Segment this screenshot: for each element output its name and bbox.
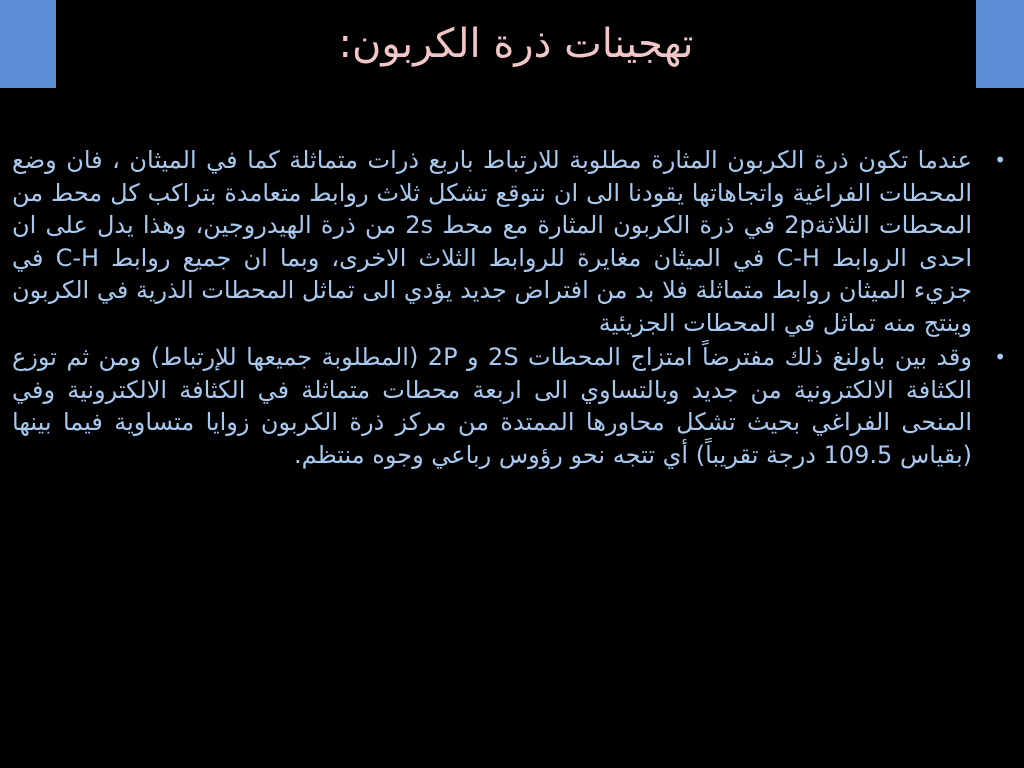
bullet-text: عندما تكون ذرة الكربون المثارة مطلوبة للارتباط باربع ذرات متماثلة كما في الميثان ، فان وضع المحطات الفراغية واتجاهاتها يقودنا الى ان نتوقع تشكل ثلاث روابط متعامدة بتراكب كل محط من المحطات الثلاثة2p في ذرة الكربون المثارة مع محط 2s من ذرة الهيدروجين، وهذا يدل على ان احدى الروابط C-H في الميثان مغايرة للروابط الثلاث الاخرى، وبما ان جميع روابط C-H في جزيء الميثان روابط متماثلة فلا بد من افتراض جديد يؤدي الى تماثل المحطات الذرية في الكربون وينتج منه تماثل في المحطات الجزيئية <box>12 146 972 337</box>
bullet-icon: • <box>994 345 1006 369</box>
bullet-text: وقد بين باولنغ ذلك مفترضاً امتزاج المحطات 2S و 2P (المطلوبة جميعها للإرتباط) ومن ثم توزع الكثافة الالكترونية من جديد وبالتساوي الى اربعة محطات متماثلة في الكثافة الالكترونية وفي المنحى الفراغي بحيث تشكل محاورها الممتدة من مركز ذرة الكربون زوايا متساوية فيما بينها (بقياس 109.5 درجة تقريباً) أي تتجه نحو رؤوس رباعي وجوه منتظم. <box>12 343 972 469</box>
right-accent-bar <box>976 0 1024 88</box>
left-accent-bar <box>0 0 56 88</box>
bullet-icon: • <box>994 148 1006 172</box>
slide-title: تهجينات ذرة الكربون: <box>338 21 694 67</box>
bullet-item-hybridization-intro <box>12 144 1010 339</box>
slide-body <box>12 144 1010 473</box>
bullet-item-pauling-explanation <box>12 341 1010 471</box>
